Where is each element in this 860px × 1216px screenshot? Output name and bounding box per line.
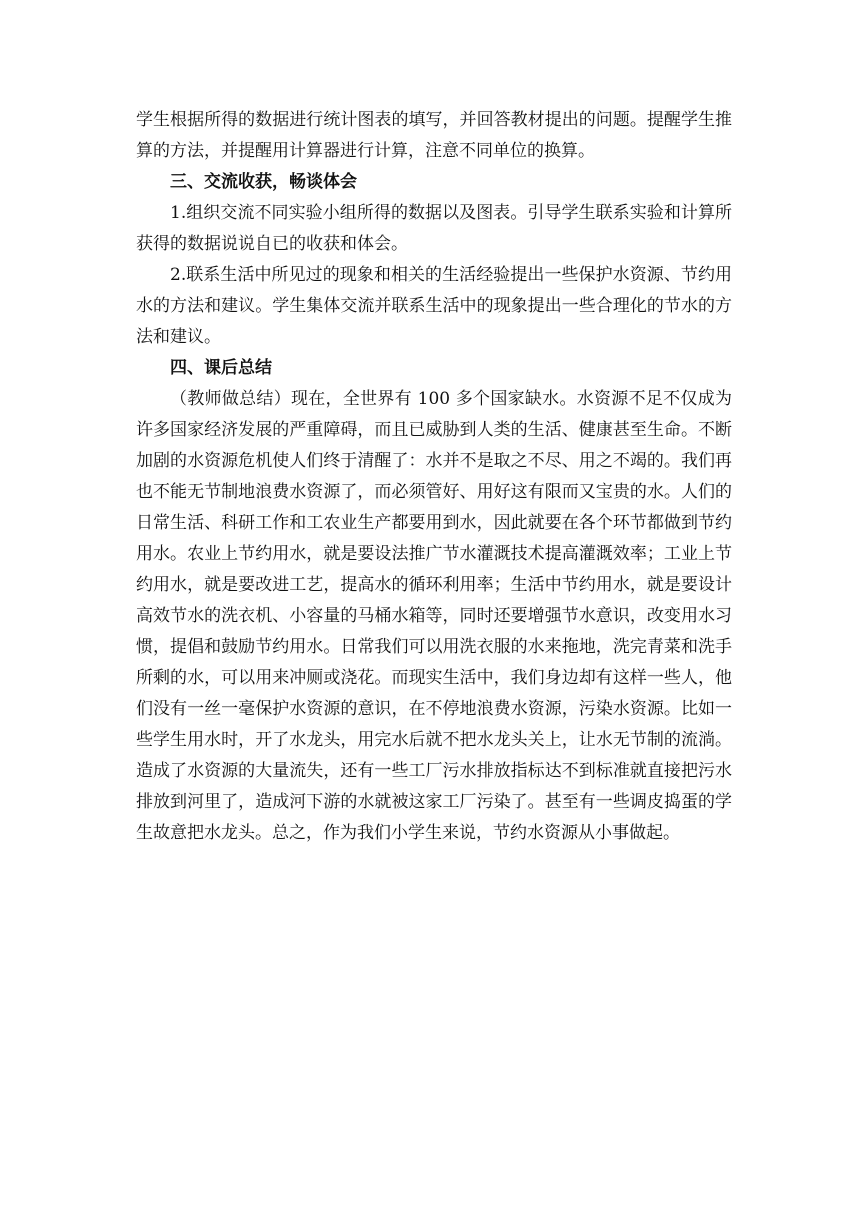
document-body bbox=[136, 105, 732, 849]
list-item-2: 2.联系生活中所见过的现象和相关的生活经验提出一些保护水资源、节约用水的方法和建议。学生集体交流并联系生活中的现象提出一些合理化的节水的方法和建议。 bbox=[136, 265, 732, 347]
continued-paragraph: 学生根据所得的数据进行统计图表的填写，并回答教材提出的问题。提醒学生推算的方法，并提醒用计算器进行计算，注意不同单位的换算。 bbox=[136, 110, 732, 161]
summary-paragraph: （教师做总结）现在，全世界有 100 多个国家缺水。水资源不足不仅成为许多国家经济发展的严重障碍，而且已威胁到人类的生活、健康甚至生命。不断加剧的水资源危机使人们终于清醒了：水并不是取之不尽、用之不竭的。我们再也不能无节制地浪费水资源了，而必须管好、用好这有限而又宝贵的水。人们的日常生活、科研工作和工农业生产都要用到水，因此就要在各个环节都做到节约用水。农业上节约用水，就是要设法推广节水灌溉技术提高灌溉效率；工业上节约用水，就是要改进工艺，提高水的循环利用率；生活中节约用水，就是要设计高效节水的洗衣机、小容量的马桶水箱等，同时还要增强节水意识，改变用水习惯，提倡和鼓励节约用水。日常我们可以用洗衣服的水来拖地，洗完青菜和洗手所剩的水，可以用来冲厕或浇花。而现实生活中，我们身边却有这样一些人，他们没有一丝一毫保护水资源的意识，在不停地浪费水资源，污染水资源。比如一些学生用水时，开了水龙头，用完水后就不把水龙头关上，让水无节制的流淌。造成了水资源的大量流失，还有一些工厂污水排放指标达不到标准就直接把污水排放到河里了，造成河下游的水就被这家工厂污染了。甚至有一些调皮捣蛋的学生故意把水龙头。总之，作为我们小学生来说，节约水资源从小事做起。 bbox=[136, 389, 732, 843]
section-heading-3: 三、交流收获，畅谈体会 bbox=[170, 172, 357, 192]
list-item-1: 1.组织交流不同实验小组所得的数据以及图表。引导学生联系实验和计算所获得的数据说说自已的收获和体会。 bbox=[136, 203, 732, 254]
section-heading-4: 四、课后总结 bbox=[170, 358, 272, 378]
